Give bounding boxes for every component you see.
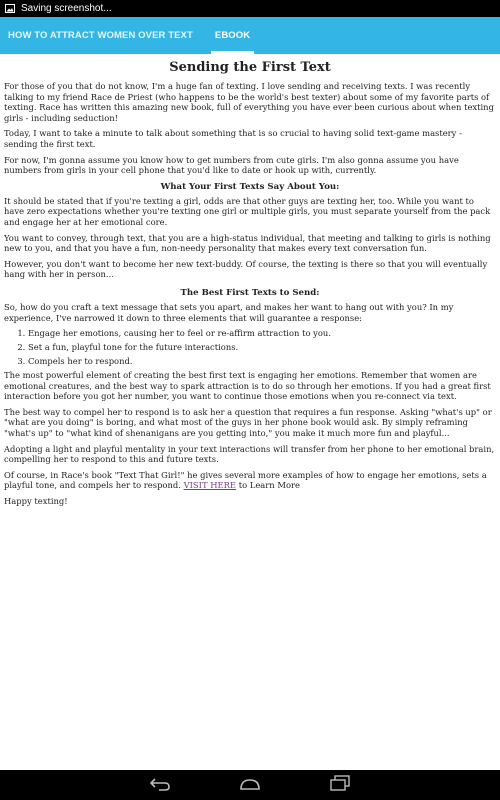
paragraph-text: Of course, in Race's book "Text That Girl!" he gives several more examples of how to engage her emotions, sets a playful tone, and compels her to respond. xyxy=(4,469,487,491)
image-icon xyxy=(5,4,15,13)
list-item: 2. Set a fun, playful tone for the future interactions. xyxy=(28,342,496,352)
back-icon xyxy=(149,776,171,795)
section-heading: The Best First Texts to Send: xyxy=(180,287,320,298)
paragraph-text: to Learn More xyxy=(236,480,300,491)
notification-text: Saving screenshot... xyxy=(21,3,112,14)
list-item: 3. Compels her to respond. xyxy=(28,356,496,366)
paragraph: For those of you that do not know, I'm a huge fan of texting. I love sending and receiving texts. I was recently talking to my friend Race de Priest (who happens to be the world's best texter) about some of my favorite parts of texting. Race has written this amazing new book, full of everything you have ever been curious about when texting girls - including seduction! xyxy=(4,81,494,123)
back-button[interactable] xyxy=(115,770,205,800)
tab-label: HOW TO ATTRACT WOMEN OVER TEXT xyxy=(8,30,193,41)
tab-how-to-attract-women[interactable] xyxy=(0,17,201,54)
paragraph: So, how do you craft a text message that sets you apart, and makes her want to hang out with you? In my experience, I've narrowed it down to three elements that will guarantee a response: xyxy=(4,301,454,323)
home-button[interactable] xyxy=(205,770,295,800)
recent-apps-button[interactable] xyxy=(295,770,385,800)
recent-apps-icon xyxy=(329,775,351,795)
visit-here-link[interactable]: VISIT HERE xyxy=(183,480,237,491)
paragraph: You want to convey, through text, that you are a high-status individual, that meeting and talking to girls is nothing new to you, and that you have a fun, non-needy personality that makes every text conversation fun. xyxy=(4,232,491,254)
paragraph: However, you don't want to become her new text-buddy. Of course, the texting is there so that you will eventually hang with her in person... xyxy=(4,258,488,280)
paragraph: Adopting a light and playful mentality in your text interactions will transfer from her phone to her emotional brain, compelling her to respond to this and future texts. xyxy=(4,443,495,465)
paragraph: Happy texting! xyxy=(4,496,68,507)
article-title: Sending the First Text xyxy=(169,60,331,75)
article-content[interactable] xyxy=(0,54,500,770)
tab-bar xyxy=(0,17,500,54)
navigation-bar xyxy=(0,770,500,800)
paragraph: It should be stated that if you're texting a girl, odds are that other guys are texting her, too. While you want to have zero expectations whether you're texting one girl or multiple girls, you must separate yourself from the pack and engage her at her emotional core. xyxy=(4,195,491,227)
list-item: 1. Engage her emotions, causing her to feel or re-affirm attraction to you. xyxy=(28,328,496,338)
home-icon xyxy=(238,776,262,795)
paragraph: Today, I want to take a minute to talk about something that is so crucial to having solid text-game mastery - sending the first text. xyxy=(4,128,462,149)
tab-label: EBOOK xyxy=(214,30,251,41)
paragraph: The most powerful element of creating the best first text is engaging her emotions. Remember that women are emotional creatures, and the best way to spark attraction is to do so through her emotions. If you had a great first interaction before you got her number, you want to continue those emotions when you re-connect via text. xyxy=(4,370,491,402)
paragraph: For now, I'm gonna assume you know how to get numbers from cute girls. I'm also gonna assume you have numbers from girls in your cell phone that you'd like to date or hook up with, currently. xyxy=(4,154,459,176)
tab-ebook[interactable] xyxy=(207,17,258,54)
paragraph: The best way to compel her to respond is to ask her a question that requires a fun response. Asking "what's up" or "what are you doing" is boring, and what most of the guys in her phone book would ask. By simply reframing "what's up" to "what kind of shenanigans are you getting into," you make it much more fun and playful... xyxy=(4,406,492,439)
status-bar xyxy=(0,0,500,17)
section-heading: What Your First Texts Say About You: xyxy=(160,181,340,192)
numbered-list xyxy=(4,328,496,366)
paragraph xyxy=(4,470,496,491)
